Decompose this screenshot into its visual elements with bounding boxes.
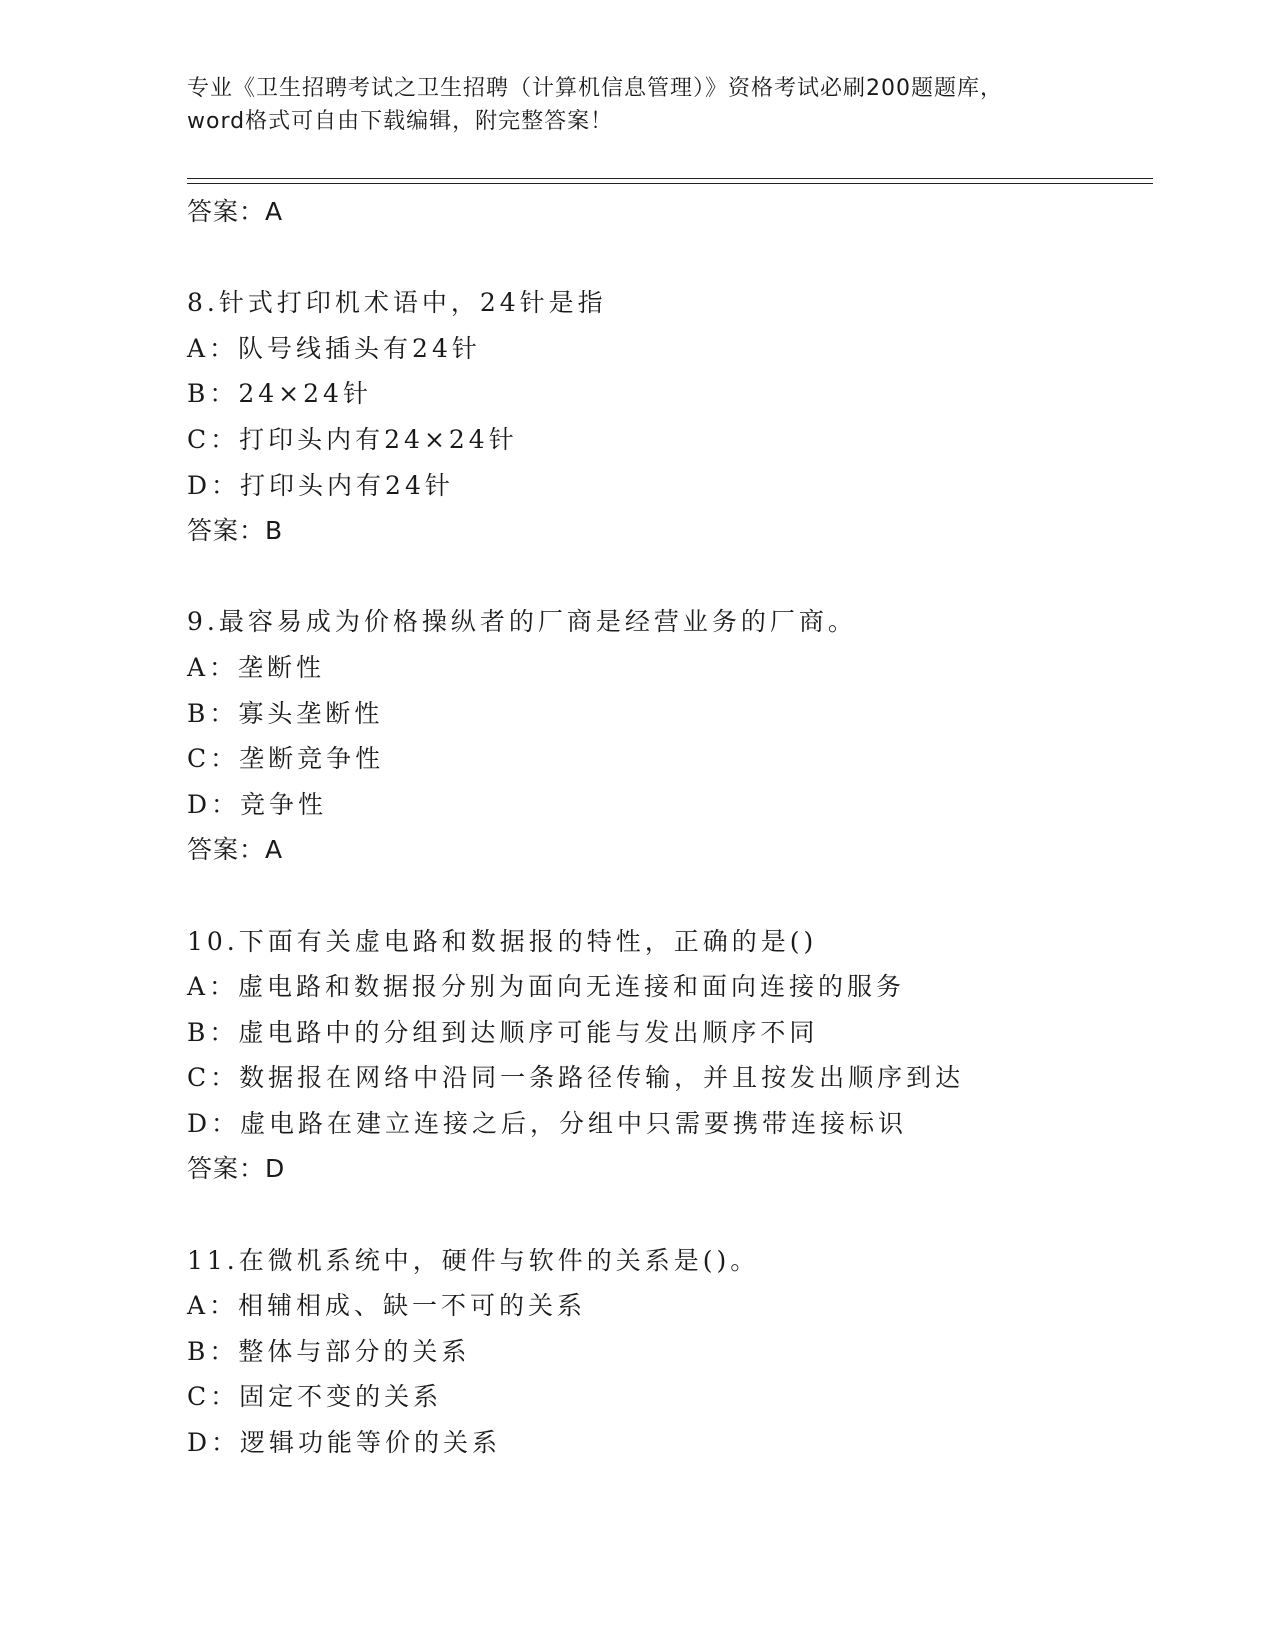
option-a: A：垄断性 <box>187 652 326 682</box>
question-item <box>187 919 1187 1193</box>
header-divider-thin <box>187 178 1153 179</box>
option-d: D：逻辑功能等价的关系 <box>187 1428 502 1458</box>
header-title-line-2: word格式可自由下载编辑，附完整答案！ <box>187 109 614 134</box>
spacer <box>187 873 1187 919</box>
header-divider-thick <box>187 183 1153 184</box>
question-item <box>187 1238 1187 1466</box>
document-header <box>187 72 1087 138</box>
spacer <box>187 1192 1187 1238</box>
question-item <box>187 599 1187 873</box>
spacer <box>187 554 1187 600</box>
option-a: A：虚电路和数据报分别为面向无连接和面向连接的服务 <box>187 972 906 1002</box>
option-d: D：竞争性 <box>187 789 328 819</box>
question-stem: 8.针式打印机术语中，24针是指 <box>187 288 607 318</box>
answer-line: 答案：A <box>187 835 284 865</box>
question-item <box>187 280 1187 554</box>
option-b: B：整体与部分的关系 <box>187 1336 471 1366</box>
option-b: B：寡头垄断性 <box>187 698 384 728</box>
answer-line: 答案：D <box>187 1154 286 1184</box>
option-c: C：打印头内有24×24针 <box>187 424 518 454</box>
previous-answer: 答案：A <box>187 197 284 226</box>
spacer <box>187 235 1187 281</box>
option-d: D：虚电路在建立连接之后，分组中只需要携带连接标识 <box>187 1108 908 1138</box>
option-a: A：相辅相成、缺一不可的关系 <box>187 1291 587 1321</box>
question-stem: 9.最容易成为价格操纵者的厂商是经营业务的厂商。 <box>187 607 857 637</box>
option-c: C：数据报在网络中沿同一条路径传输，并且按发出顺序到达 <box>187 1063 965 1093</box>
option-b: B：虚电路中的分组到达顺序可能与发出顺序不同 <box>187 1017 819 1047</box>
option-c: C：垄断竞争性 <box>187 744 385 774</box>
question-list <box>187 189 1187 1466</box>
option-c: C：固定不变的关系 <box>187 1382 443 1412</box>
option-d: D：打印头内有24针 <box>187 470 454 500</box>
header-title-line-1: 专业《卫生招聘考试之卫生招聘（计算机信息管理）》资格考试必刷200题题库， <box>187 76 1003 101</box>
option-b: B：24×24针 <box>187 379 372 409</box>
question-stem: 10.下面有关虚电路和数据报的特性，正确的是() <box>187 926 818 956</box>
question-stem: 11.在微机系统中，硬件与软件的关系是()。 <box>187 1245 760 1275</box>
answer-line: 答案：B <box>187 516 284 546</box>
option-a: A：队号线插头有24针 <box>187 333 481 363</box>
